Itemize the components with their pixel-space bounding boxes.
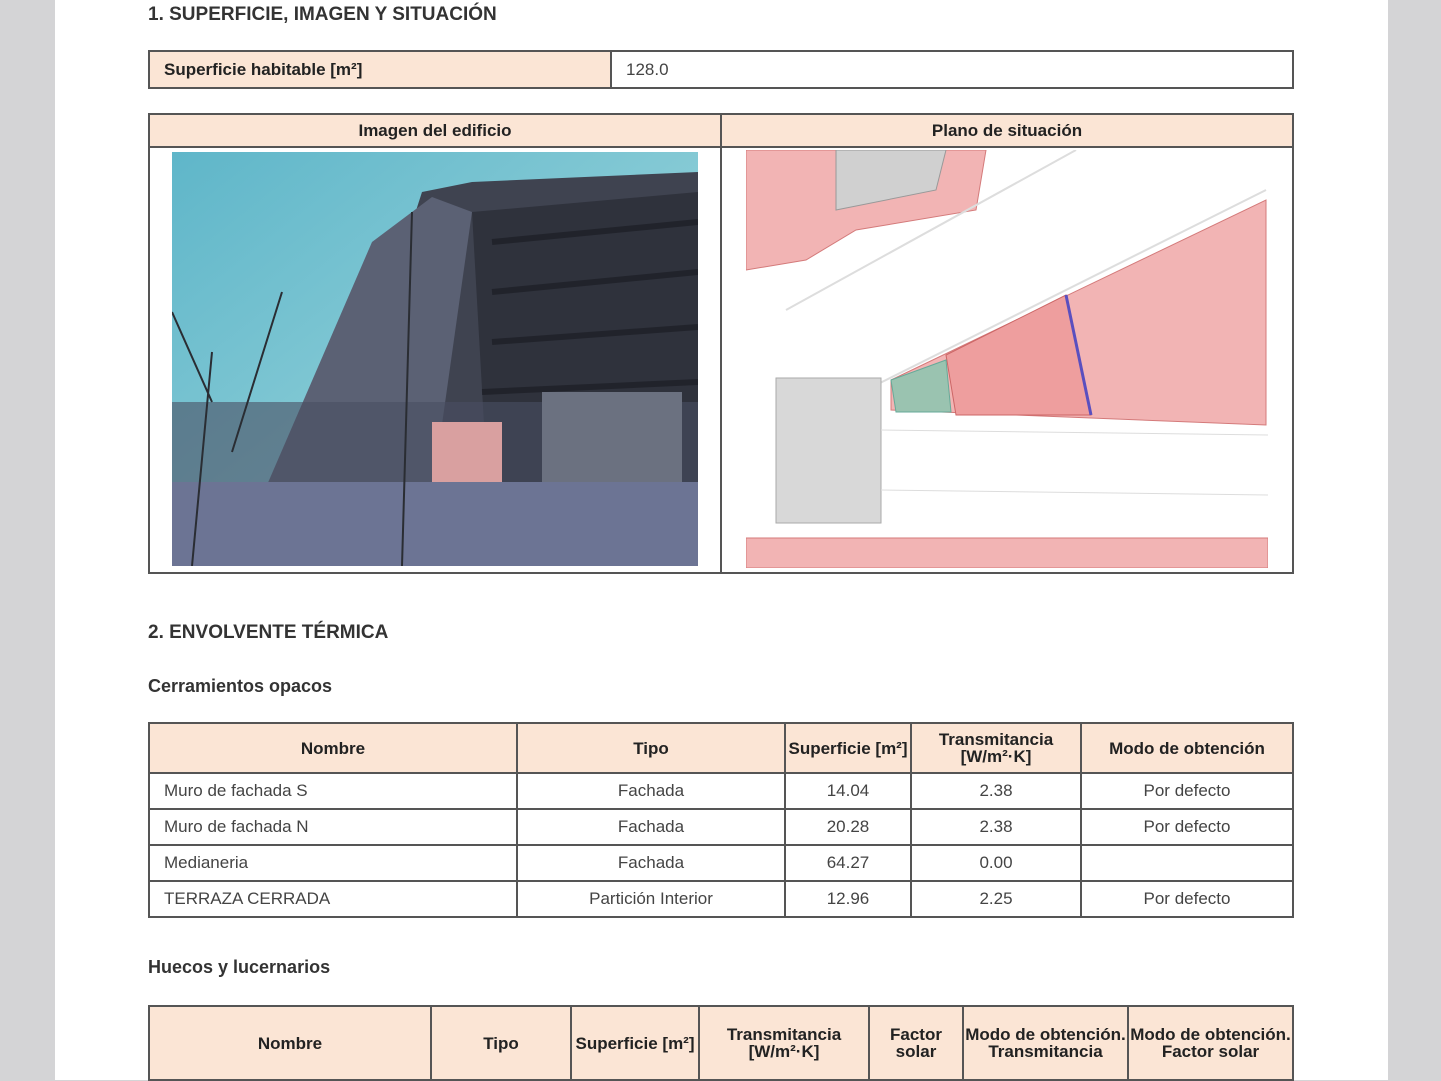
table-cell: 64.27 — [785, 845, 911, 881]
table-cell: 0.00 — [911, 845, 1081, 881]
table-cell: Fachada — [517, 809, 785, 845]
col-header: Modo de obtención. Transmitancia — [963, 1006, 1128, 1080]
col-header: Tipo — [431, 1006, 571, 1080]
col-header: Nombre — [149, 1006, 431, 1080]
col-header: Transmitancia [W/m²·K] — [699, 1006, 869, 1080]
table-cell: Fachada — [517, 773, 785, 809]
table-cell: 12.96 — [785, 881, 911, 917]
table-cell: 14.04 — [785, 773, 911, 809]
openings-title: Huecos y lucernarios — [148, 957, 331, 977]
col-header: Modo de obtención. Factor solar — [1128, 1006, 1293, 1080]
opaque-enclosures-table — [148, 722, 1294, 918]
col-header: Factor solar — [869, 1006, 963, 1080]
table-row — [149, 881, 1293, 917]
table-cell: Partición Interior — [517, 881, 785, 917]
surface-value: 128.0 — [611, 51, 1293, 88]
col-header: Superficie [m²] — [785, 723, 911, 773]
col-header: Nombre — [149, 723, 517, 773]
col-header: Modo de obtención — [1081, 723, 1293, 773]
opaque-enclosures-title: Cerramientos opacos — [148, 676, 333, 696]
table-cell: TERRAZA CERRADA — [149, 881, 517, 917]
table-cell: Por defecto — [1081, 881, 1293, 917]
section-2-title: 2. ENVOLVENTE TÉRMICA — [148, 622, 389, 643]
table-cell: 2.38 — [911, 773, 1081, 809]
table-cell: Fachada — [517, 845, 785, 881]
surface-table — [148, 50, 1294, 89]
col-header: Superficie [m²] — [571, 1006, 699, 1080]
table-cell: 2.25 — [911, 881, 1081, 917]
table-cell: Por defecto — [1081, 809, 1293, 845]
building-image-header: Imagen del edificio — [149, 114, 721, 147]
surface-label: Superficie habitable [m²] — [149, 51, 611, 88]
table-cell: 20.28 — [785, 809, 911, 845]
col-header: Tipo — [517, 723, 785, 773]
section-1-title: 1. SUPERFICIE, IMAGEN Y SITUACIÓN — [148, 4, 497, 25]
table-cell: Muro de fachada S — [149, 773, 517, 809]
table-cell: Por defecto — [1081, 773, 1293, 809]
table-row — [149, 809, 1293, 845]
col-header: Transmitancia [W/m²·K] — [911, 723, 1081, 773]
table-cell: Muro de fachada N — [149, 809, 517, 845]
openings-table — [148, 1005, 1294, 1081]
table-row — [149, 845, 1293, 881]
location-map-header: Plano de situación — [721, 114, 1293, 147]
table-row — [149, 773, 1293, 809]
table-cell: Medianeria — [149, 845, 517, 881]
location-map — [746, 150, 1268, 568]
table-cell — [1081, 845, 1293, 881]
table-cell: 2.38 — [911, 809, 1081, 845]
building-photo — [172, 152, 698, 566]
